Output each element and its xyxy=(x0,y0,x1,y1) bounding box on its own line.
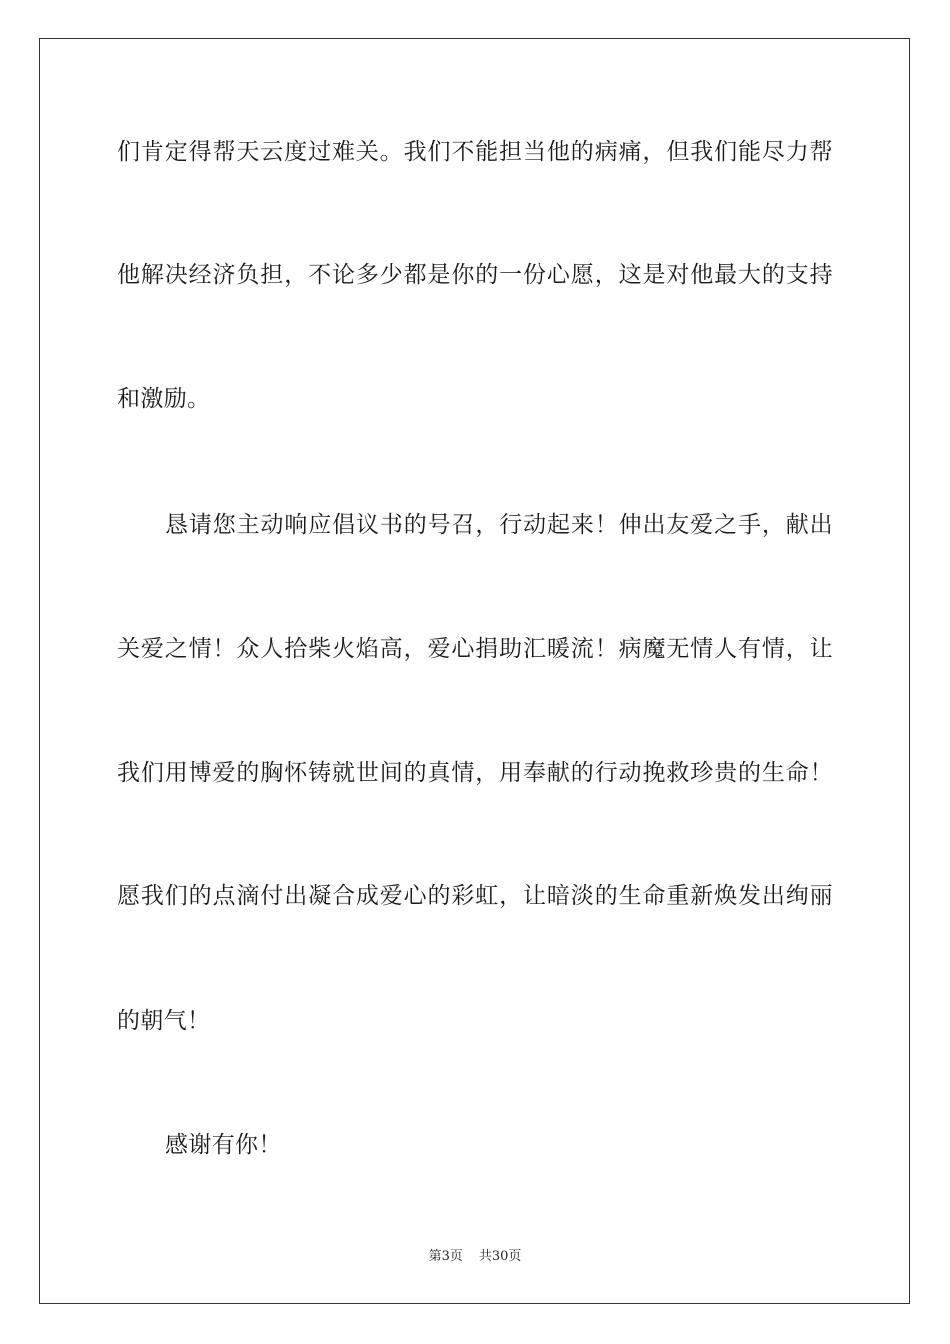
paragraph-line: 们肯定得帮天云度过难关。我们不能担当他的病痛，但我们能尽力帮 xyxy=(117,139,833,165)
total-pages: 共30页 xyxy=(478,1249,522,1264)
paragraph-line: 的朝气！ xyxy=(117,1008,211,1034)
page-frame xyxy=(39,38,910,1304)
paragraph-line: 恳请您主动响应倡议书的号召，行动起来！伸出友爱之手，献出 xyxy=(165,512,833,538)
page-number: 第3页 xyxy=(428,1249,463,1264)
paragraph-line: 和激励。 xyxy=(117,386,211,412)
paragraph-line: 他解决经济负担，不论多少都是你的一份心愿，这是对他最大的支持 xyxy=(117,262,833,288)
paragraph-line: 我们用博爱的胸怀铸就世间的真情，用奉献的行动挽救珍贵的生命！ xyxy=(117,760,833,786)
paragraph-line: 关爱之情！众人拾柴火焰高，爱心捐助汇暖流！病魔无情人有情，让 xyxy=(117,636,833,662)
paragraph-line: 感谢有你！ xyxy=(165,1132,282,1158)
paragraph-line: 愿我们的点滴付出凝合成爱心的彩虹，让暗淡的生命重新焕发出绚丽 xyxy=(117,883,833,909)
page-footer xyxy=(0,1248,950,1266)
